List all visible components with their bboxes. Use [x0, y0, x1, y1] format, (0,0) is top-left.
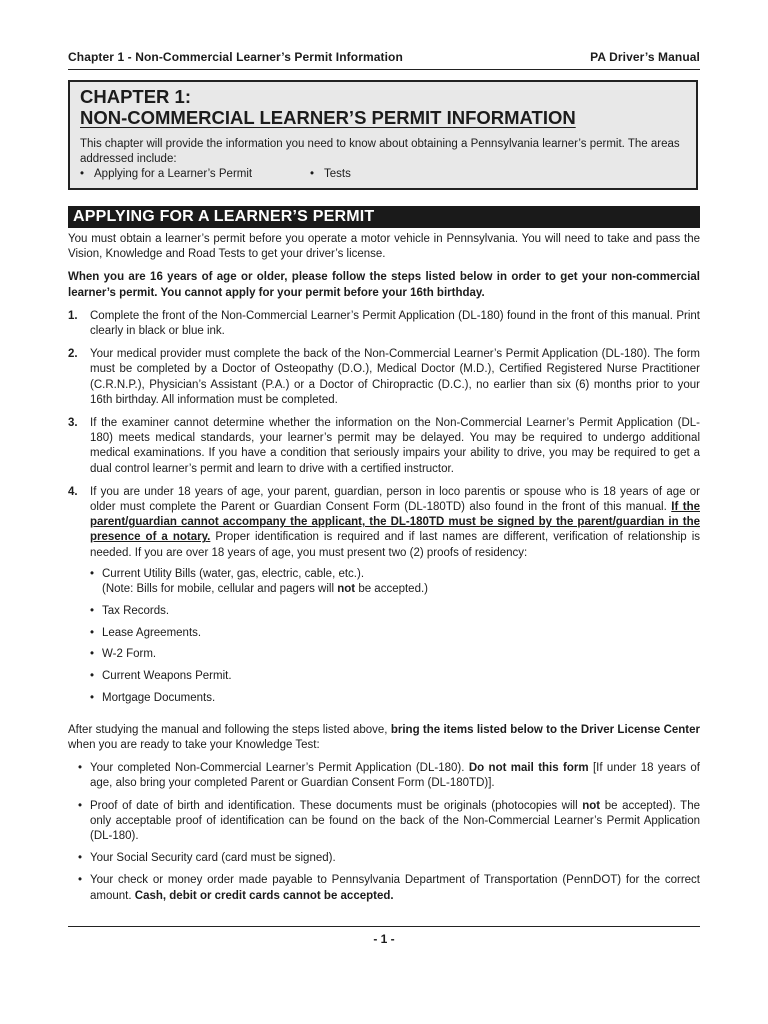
bullet-icon: •	[90, 626, 95, 639]
bring-item: • Proof of date of birth and identification. These documents must be originals (photocopies will not be accepted). The only acceptable proof of identification can be found on the back of the Non-Commercial Learner’s Permit Application (DL-180).	[78, 799, 700, 845]
footer-divider	[68, 926, 700, 927]
residency-doc-item: • Lease Agreements.	[90, 626, 700, 641]
bring-item: • Your check or money order made payable to Pennsylvania Department of Transportation (PennDOT) for the correct amount. Cash, debit or credit cards cannot be accepted.	[78, 873, 700, 903]
section-heading: APPLYING FOR A LEARNER’S PERMIT	[68, 206, 700, 228]
step-number: 2.	[68, 348, 78, 361]
section-intro: You must obtain a learner’s permit before you operate a motor vehicle in Pennsylvania. You will need to take and pass the Vision, Knowledge and Road Tests to get your driver’s license.	[68, 233, 700, 261]
residency-doc-item: • Mortgage Documents.	[90, 691, 700, 706]
step-number: 3.	[68, 417, 78, 430]
step-item	[68, 347, 700, 408]
chapter-summary-box	[68, 80, 698, 190]
after-steps-paragraph: After studying the manual and following the steps listed above, bring the items listed below to the Driver License Center when you are ready to take your Knowledge Test:	[68, 723, 700, 752]
step-item	[68, 416, 700, 477]
step-text: If the examiner cannot determine whether the information on the Non-Commercial Learner’s Permit Application (DL-180) meets medical standards, your learner’s permit may be delayed. You may be required to undergo additional medical examinations. If you have a condition that seriously impairs your ability to drive, you may be required to get a dual control learner’s permit and learn to drive with a certified instructor.	[90, 417, 700, 475]
bullet-icon: •	[90, 670, 95, 683]
bring-items-list	[68, 761, 700, 904]
chapter-intro: This chapter will provide the information you need to know about obtaining a Pennsylvania learner’s permit. The areas addressed include:	[80, 138, 680, 165]
residency-doc-item: • Current Weapons Permit.	[90, 669, 700, 684]
residency-doc-item: • W-2 Form.	[90, 647, 700, 662]
section-body	[68, 232, 700, 911]
header-manual-label: PA Driver’s Manual	[590, 50, 700, 64]
step-number: 4.	[68, 485, 78, 498]
chapter-title: NON-COMMERCIAL LEARNER’S PERMIT INFORMATION	[80, 107, 576, 128]
topic-item: • Tests	[310, 168, 351, 180]
bullet-icon: •	[78, 799, 83, 812]
step-number: 1.	[68, 309, 78, 322]
chapter-topics	[80, 167, 686, 182]
residency-doc-item: • Current Utility Bills (water, gas, electric, cable, etc.). (Note: Bills for mobile, cellular and pagers will not be accepted.)	[90, 567, 700, 597]
page-number: - 1 -	[373, 932, 395, 946]
steps-list	[68, 309, 700, 713]
step-item	[68, 485, 700, 713]
bullet-icon: •	[78, 852, 83, 865]
age-requirement-note: When you are 16 years of age or older, please follow the steps listed below in order to get your non-commercial learner’s permit. You cannot apply for your permit before your 16th birthday.	[68, 271, 700, 299]
step-text: Your medical provider must complete the back of the Non-Commercial Learner’s Permit Application (DL-180). The form must be completed by a Doctor of Osteopathy (D.O.), Medical Doctor (M.D.), Certified Registered Nurse Practitioner (C.R.N.P.), Physician’s Assistant (P.A.) or a Doctor of Chiropractic (D.C.), no earlier than six (6) months prior to your 16th birthday. All information must be completed.	[90, 348, 700, 406]
bullet-icon: •	[78, 762, 83, 775]
bullet-icon: •	[78, 874, 83, 887]
residency-docs-list	[90, 567, 700, 706]
step-item	[68, 309, 700, 339]
bullet-icon: •	[310, 168, 315, 180]
bullet-icon: •	[90, 648, 95, 661]
bullet-icon: •	[90, 567, 95, 580]
notary-requirement: If the parent/guardian cannot accompany the applicant, the DL-180TD must be signed by the parent/guardian in the presence of a notary.	[90, 501, 700, 544]
running-header	[68, 50, 700, 70]
chapter-number: CHAPTER 1:	[80, 86, 192, 107]
bullet-icon: •	[80, 168, 85, 180]
step-text: If you are under 18 years of age, your parent, guardian, person in loco parentis or spouse who is 18 years of age or older must complete the Parent or Guardian Consent Form (DL-180TD) also found in the front of this manual. If the parent/guardian cannot accompany the applicant, the DL-180TD must be signed by the parent/guardian in the presence of a notary. Proper identification is required and if last names are different, verification of relationship is needed. If you are over 18 years of age, you must present two (2) proofs of residency: • Current Utility Bills (water, gas, electric, cable, etc.). (Note: Bills for mobile, cellular and pagers will not be accepted.) • Tax Records. • Lease Agreements. • W-2 Form. • Current Weapons Permit. • Mortgage Documents.	[90, 485, 700, 713]
topic-item: • Applying for a Learner’s Permit	[80, 168, 253, 180]
bullet-icon: •	[90, 604, 95, 617]
bring-item: • Your Social Security card (card must be signed).	[78, 851, 700, 866]
header-chapter-label: Chapter 1 - Non-Commercial Learner’s Permit Information	[68, 50, 403, 64]
residency-doc-item: • Tax Records.	[90, 604, 700, 619]
step-text: Complete the front of the Non-Commercial Learner’s Permit Application (DL-180) found in the front of this manual. Print clearly in black or blue ink.	[90, 309, 700, 338]
bullet-icon: •	[90, 692, 95, 705]
bring-item: • Your completed Non-Commercial Learner’s Permit Application (DL-180). Do not mail this form [If under 18 years of age, also bring your completed Parent or Guardian Consent Form (DL-180TD)].	[78, 761, 700, 791]
